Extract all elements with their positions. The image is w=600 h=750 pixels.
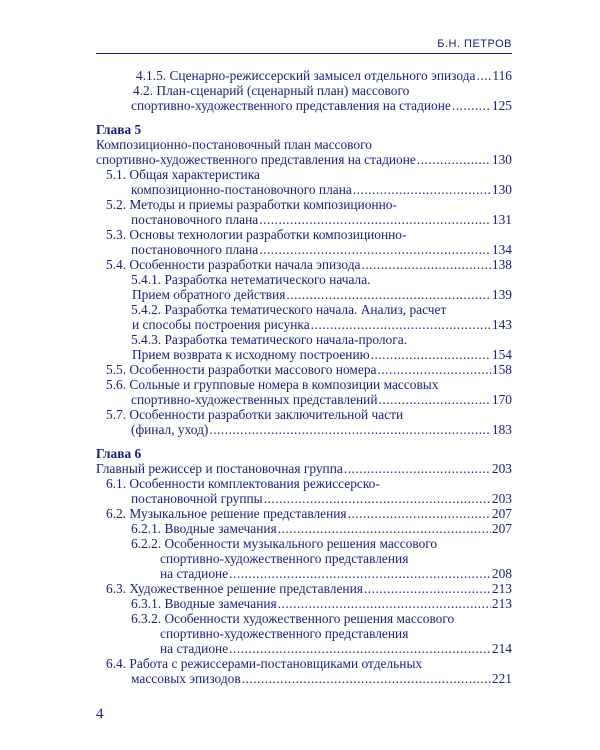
toc-entry-text: 6.3. Художественное решение представления (106, 581, 363, 596)
toc-entry-text: на стадионе (160, 641, 229, 656)
toc-entry-text: спортивно-художественного представления на стадионе (96, 152, 416, 167)
chapter-6-title (96, 461, 512, 476)
toc-entry-text: 5.7. Особенности разработки заключительной части (106, 407, 404, 422)
running-header-author: Б.Н. ПЕТРОВ (437, 38, 512, 50)
toc-page-number: 170 (491, 392, 512, 407)
toc-entry-5-4 (96, 257, 512, 272)
dot-leader (371, 347, 491, 362)
dot-leader (452, 98, 491, 113)
toc-entry-text: и способы построения рисунка (132, 317, 310, 332)
toc-entry-6-1-cont (96, 491, 512, 506)
toc-entry-text: 5.4.3. Разработка тематического начала-пролога. (131, 332, 408, 347)
toc-entry-5-3 (96, 227, 512, 242)
toc-entry-5-4-2-cont (96, 317, 512, 332)
toc-page-number: 214 (491, 641, 512, 656)
toc-entry-5-2-cont (96, 212, 512, 227)
toc-page-number: 208 (491, 566, 512, 581)
toc-page-number: 221 (491, 671, 512, 686)
toc-entry-6-2-2 (96, 536, 512, 551)
toc-entry-text: 6.2.2. Особенности музыкального решения массового (131, 536, 438, 551)
toc-entry-text: Композиционно-постановочный план массового (96, 137, 372, 152)
toc-entry-6-3-2-cont1 (96, 626, 512, 641)
toc-entry-5-4-3 (96, 332, 512, 347)
toc-entry-6-2-2-cont2 (96, 566, 512, 581)
toc-entry-6-1 (96, 476, 512, 491)
toc-entry-5-1 (96, 167, 512, 182)
toc-page-number: 130 (491, 152, 512, 167)
chapter-5-title (96, 137, 512, 152)
toc-entry-text: 5.4.1. Разработка нетематического начала. (131, 272, 371, 287)
dot-leader (259, 212, 491, 227)
toc-entry-5-1-cont (96, 182, 512, 197)
toc-entry-text: спортивно-художественного представления (160, 551, 409, 566)
toc-page-number: 134 (491, 242, 512, 257)
dot-leader (361, 257, 490, 272)
toc-page-number: 130 (491, 182, 512, 197)
toc-page-number: 131 (491, 212, 512, 227)
toc-entry-5-2 (96, 197, 512, 212)
dot-leader (278, 521, 491, 536)
toc-entry-5-4-1-cont (96, 287, 512, 302)
toc-entry-text: 5.4. Особенности разработки начала эпизода (106, 257, 361, 272)
toc-page-number: 154 (491, 347, 512, 362)
dot-leader (344, 461, 491, 476)
dot-leader (209, 422, 491, 437)
toc-page-number: 183 (491, 422, 512, 437)
toc-entry-4-2 (96, 83, 512, 98)
toc-entry-text: постановочного плана (131, 212, 259, 227)
chapter-6-heading: Глава 6 (96, 446, 142, 461)
toc-entry-5-6 (96, 377, 512, 392)
toc-entry-text: 4.2. План-сценарий (сценарный план) массового (133, 83, 410, 98)
toc-entry-6-2 (96, 506, 512, 521)
toc-page-number: 213 (491, 596, 512, 611)
toc-entry-6-3-1 (96, 596, 512, 611)
toc-entry-5-6-cont (96, 392, 512, 407)
toc-entry-text: Прием обратного действия (132, 287, 286, 302)
toc-page-number: 139 (491, 287, 512, 302)
toc-entry-text: 6.3.2. Особенности художественного решения массового (131, 611, 455, 626)
toc-entry-text: (финал, уход) (131, 422, 209, 437)
toc-entry-6-2-1 (96, 521, 512, 536)
toc-page-number: 138 (491, 257, 512, 272)
dot-leader (348, 506, 491, 521)
chapter-5-heading: Глава 5 (96, 122, 142, 137)
dot-leader (229, 641, 491, 656)
dot-leader (264, 491, 491, 506)
toc-page-number: 207 (491, 506, 512, 521)
toc-entry-5-7 (96, 407, 512, 422)
toc-entry-text: 6.3.1. Вводные замечания (131, 596, 277, 611)
toc-entry-5-5 (96, 362, 512, 377)
dot-leader (377, 362, 490, 377)
toc-entry-text: на стадионе (160, 566, 229, 581)
toc-entry-6-2-2-cont1 (96, 551, 512, 566)
dot-leader (242, 671, 491, 686)
toc-entry-5-3-cont (96, 242, 512, 257)
toc-entry-text: 5.3. Основы технологии разработки композиционно- (106, 227, 407, 242)
toc-page-number: 213 (491, 581, 512, 596)
dot-leader (476, 68, 491, 83)
toc-entry-text: 6.2. Музыкальное решение представления (106, 506, 347, 521)
toc-page-number: 203 (491, 461, 512, 476)
toc-entry-6-4 (96, 656, 512, 671)
dot-leader (259, 242, 491, 257)
toc-entry-6-4-cont (96, 671, 512, 686)
toc-entry-text: спортивно-художественного представления (160, 626, 409, 641)
toc-page-number: 203 (491, 491, 512, 506)
toc-entry-text: спортивно-художественных представлений (131, 392, 378, 407)
dot-leader (379, 392, 491, 407)
toc-entry-6-3 (96, 581, 512, 596)
toc-entry-5-4-1 (96, 272, 512, 287)
dot-leader (278, 596, 491, 611)
dot-leader (364, 581, 491, 596)
toc-page-number: 116 (492, 68, 512, 83)
toc-entry-text: 6.2.1. Вводные замечания (131, 521, 277, 536)
toc-entry-text: 6.4. Работа с режиссерами-постановщиками отдельных (106, 656, 423, 671)
toc-page-number: 125 (491, 98, 512, 113)
toc-entry-5-7-cont (96, 422, 512, 437)
dot-leader (311, 317, 491, 332)
toc-page-number: 158 (491, 362, 512, 377)
toc-entry-text: 5.2. Методы и приемы разработки композиционно- (106, 197, 397, 212)
header-divider (96, 53, 512, 54)
toc-entry-text: 5.5. Особенности разработки массового номера (106, 362, 377, 377)
toc-page-number: 207 (491, 521, 512, 536)
toc-entry-text: 4.1.5. Сценарно-режиссерский замысел отдельного эпизода (136, 68, 476, 83)
toc-entry-text: постановочной группы (131, 491, 263, 506)
page-number: 4 (96, 706, 104, 722)
toc-entry-text: спортивно-художественного представления на стадионе (131, 98, 451, 113)
toc-entry-text: постановочного плана (131, 242, 259, 257)
dot-leader (417, 152, 491, 167)
toc-entry-4-2-cont (96, 98, 512, 113)
toc-entry-6-3-2 (96, 611, 512, 626)
toc-entry-text: 6.1. Особенности комплектования режиссерско- (106, 476, 380, 491)
toc-entry-4-1-5 (96, 68, 512, 83)
dot-leader (229, 566, 491, 581)
chapter-5-title-cont (96, 152, 512, 167)
toc-entry-text: 5.6. Сольные и групповые номера в композиции массовых (106, 377, 439, 392)
toc-entry-text: Прием возврата к исходному построению (132, 347, 370, 362)
toc-entry-text: массовых эпизодов (131, 671, 241, 686)
dot-leader (353, 182, 491, 197)
dot-leader (286, 287, 491, 302)
toc-entry-5-4-3-cont (96, 347, 512, 362)
toc-entry-5-4-2 (96, 302, 512, 317)
toc-entry-text: композиционно-постановочного плана (131, 182, 352, 197)
toc-entry-text: 5.4.2. Разработка тематического начала. Анализ, расчет (131, 302, 447, 317)
table-of-contents (96, 68, 512, 686)
toc-entry-text: 5.1. Общая характеристика (106, 167, 260, 182)
toc-page-number: 143 (491, 317, 512, 332)
toc-entry-text: Главный режиссер и постановочная группа (96, 461, 343, 476)
toc-entry-6-3-2-cont2 (96, 641, 512, 656)
